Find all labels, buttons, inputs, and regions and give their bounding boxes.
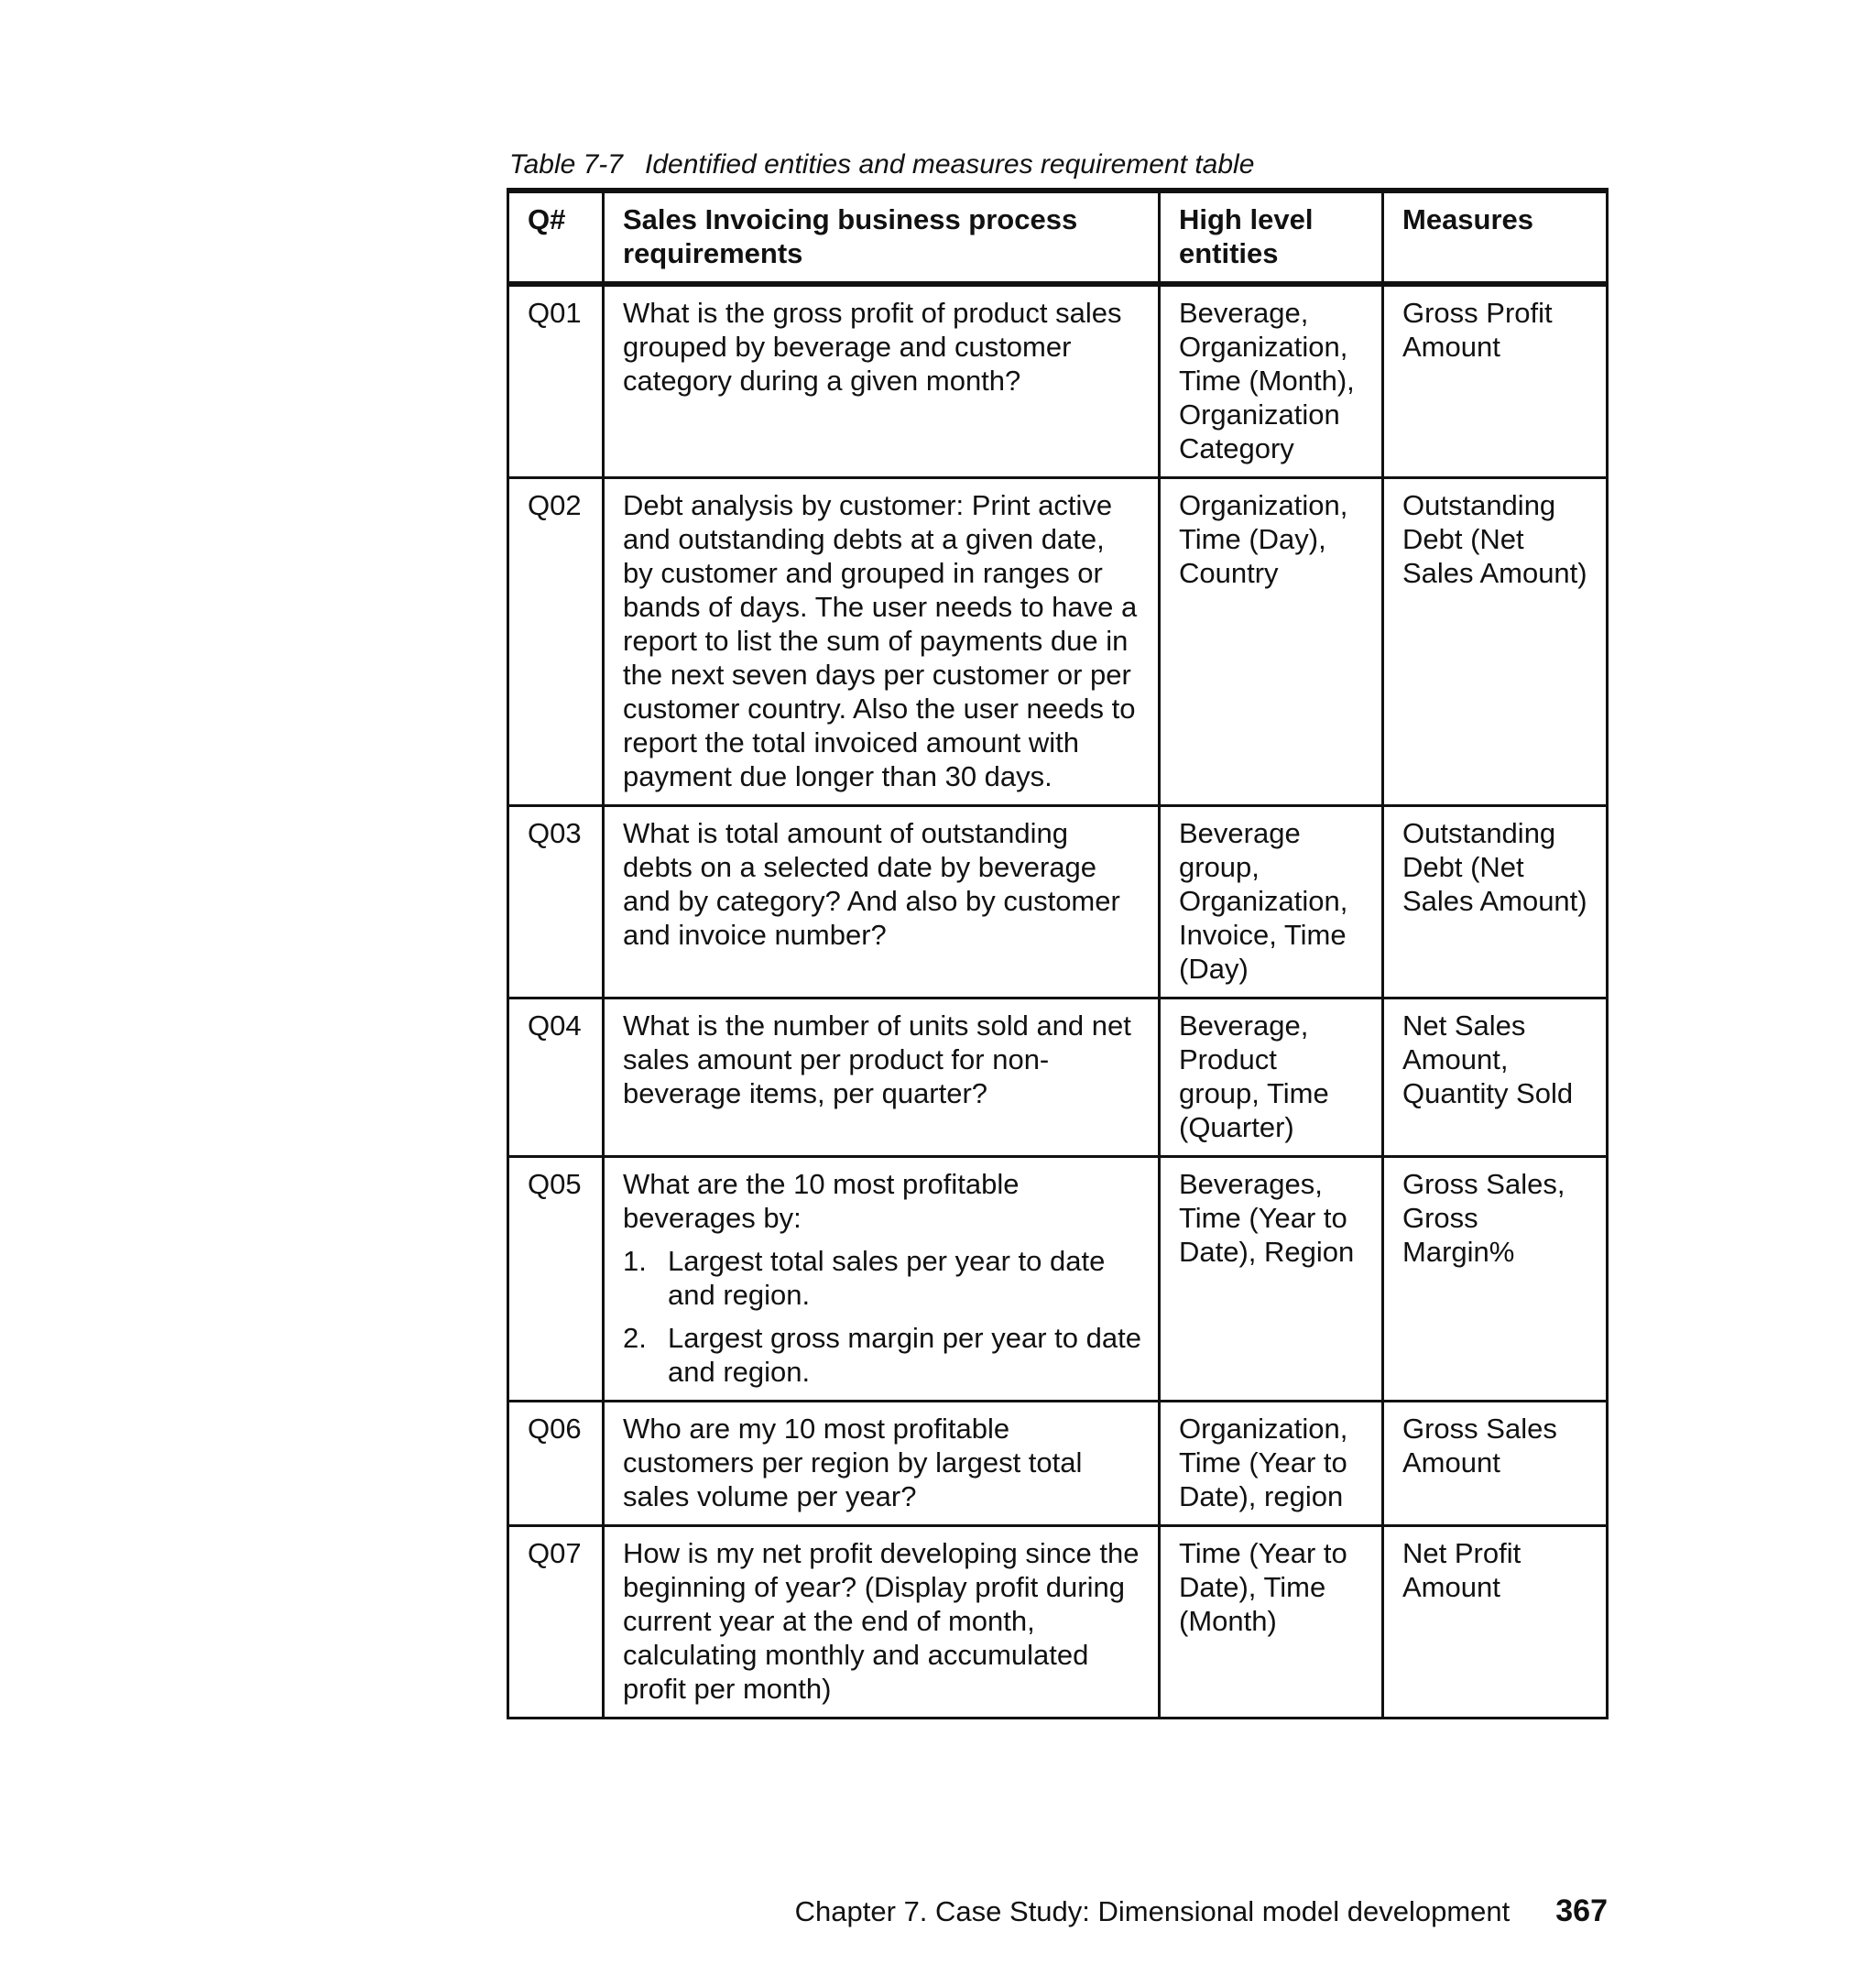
list-item-number: 1. — [623, 1245, 647, 1277]
row-requirement: What is total amount of outstanding debts on a selected date by beverage and by category? And also by customer and invoice number? — [604, 806, 1160, 998]
row-measures: Gross Sales Amount — [1383, 1402, 1608, 1526]
row-entities: Organization, Time (Year to Date), region — [1160, 1402, 1383, 1526]
row-measures: Gross Profit Amount — [1383, 284, 1608, 478]
table-row — [508, 478, 1608, 806]
list-item — [623, 1321, 1141, 1389]
table-row — [508, 1402, 1608, 1526]
row-requirement: What is the gross profit of product sales grouped by beverage and customer category during a given month? — [604, 284, 1160, 478]
list-item-number: 2. — [623, 1322, 647, 1354]
row-id: Q04 — [508, 998, 604, 1157]
header-measures: Measures — [1383, 191, 1608, 284]
footer-chapter-title: Chapter 7. Case Study: Dimensional model development — [794, 1895, 1511, 1927]
row-requirement: How is my net profit developing since the beginning of year? (Display profit during current year at the end of month, calculating monthly and accumulated profit per month) — [604, 1526, 1160, 1719]
row-requirement-with-list — [604, 1157, 1160, 1402]
table-row — [508, 1157, 1608, 1402]
row-measures: Gross Sales, Gross Margin% — [1383, 1157, 1608, 1402]
row-entities: Beverages, Time (Year to Date), Region — [1160, 1157, 1383, 1402]
row-measures: Outstanding Debt (Net Sales Amount) — [1383, 806, 1608, 998]
table-row — [508, 284, 1608, 478]
row-measures: Outstanding Debt (Net Sales Amount) — [1383, 478, 1608, 806]
row-entities: Organization, Time (Day), Country — [1160, 478, 1383, 806]
row-id: Q02 — [508, 478, 604, 806]
table-row — [508, 806, 1608, 998]
row-requirement: Who are my 10 most profitable customers per region by largest total sales volume per year? — [604, 1402, 1160, 1526]
row-requirement: What are the 10 most profitable beverages by: — [623, 1168, 1020, 1234]
list-item-text: Largest total sales per year to date and region. — [668, 1245, 1106, 1311]
row-entities: Time (Year to Date), Time (Month) — [1160, 1526, 1383, 1719]
row-measures: Net Sales Amount, Quantity Sold — [1383, 998, 1608, 1157]
page-number: 367 — [1555, 1893, 1608, 1928]
requirement-list — [623, 1244, 1141, 1389]
row-entities: Beverage, Organization, Time (Month), Organization Category — [1160, 284, 1383, 478]
row-id: Q07 — [508, 1526, 604, 1719]
table-row — [508, 998, 1608, 1157]
table-caption — [509, 147, 1254, 183]
table-caption-title: Identified entities and measures requirement table — [644, 149, 1255, 180]
row-entities: Beverage group, Organization, Invoice, Time (Day) — [1160, 806, 1383, 998]
header-requirements: Sales Invoicing business process requirements — [604, 191, 1160, 284]
row-entities: Beverage, Product group, Time (Quarter) — [1160, 998, 1383, 1157]
list-item-text: Largest gross margin per year to date and region. — [668, 1322, 1141, 1388]
table-header-row — [508, 191, 1608, 284]
row-id: Q06 — [508, 1402, 604, 1526]
row-requirement: What is the number of units sold and net sales amount per product for non-beverage items, per quarter? — [604, 998, 1160, 1157]
list-item — [623, 1244, 1141, 1312]
table-row — [508, 1526, 1608, 1719]
header-qnum: Q# — [508, 191, 604, 284]
row-id: Q01 — [508, 284, 604, 478]
row-requirement: Debt analysis by customer: Print active and outstanding debts at a given date, by customer and grouped in ranges or bands of days. The user needs to have a report to list the sum of payments due in the next seven days per customer or per customer country. Also the user needs to report the total invoiced amount with payment due longer than 30 days. — [604, 478, 1160, 806]
row-measures: Net Profit Amount — [1383, 1526, 1608, 1719]
header-entities: High level entities — [1160, 191, 1383, 284]
table-caption-number: Table 7-7 — [509, 149, 623, 180]
row-id: Q03 — [508, 806, 604, 998]
row-id: Q05 — [508, 1157, 604, 1402]
requirements-table — [507, 188, 1609, 1719]
page-footer — [0, 1893, 1608, 1930]
